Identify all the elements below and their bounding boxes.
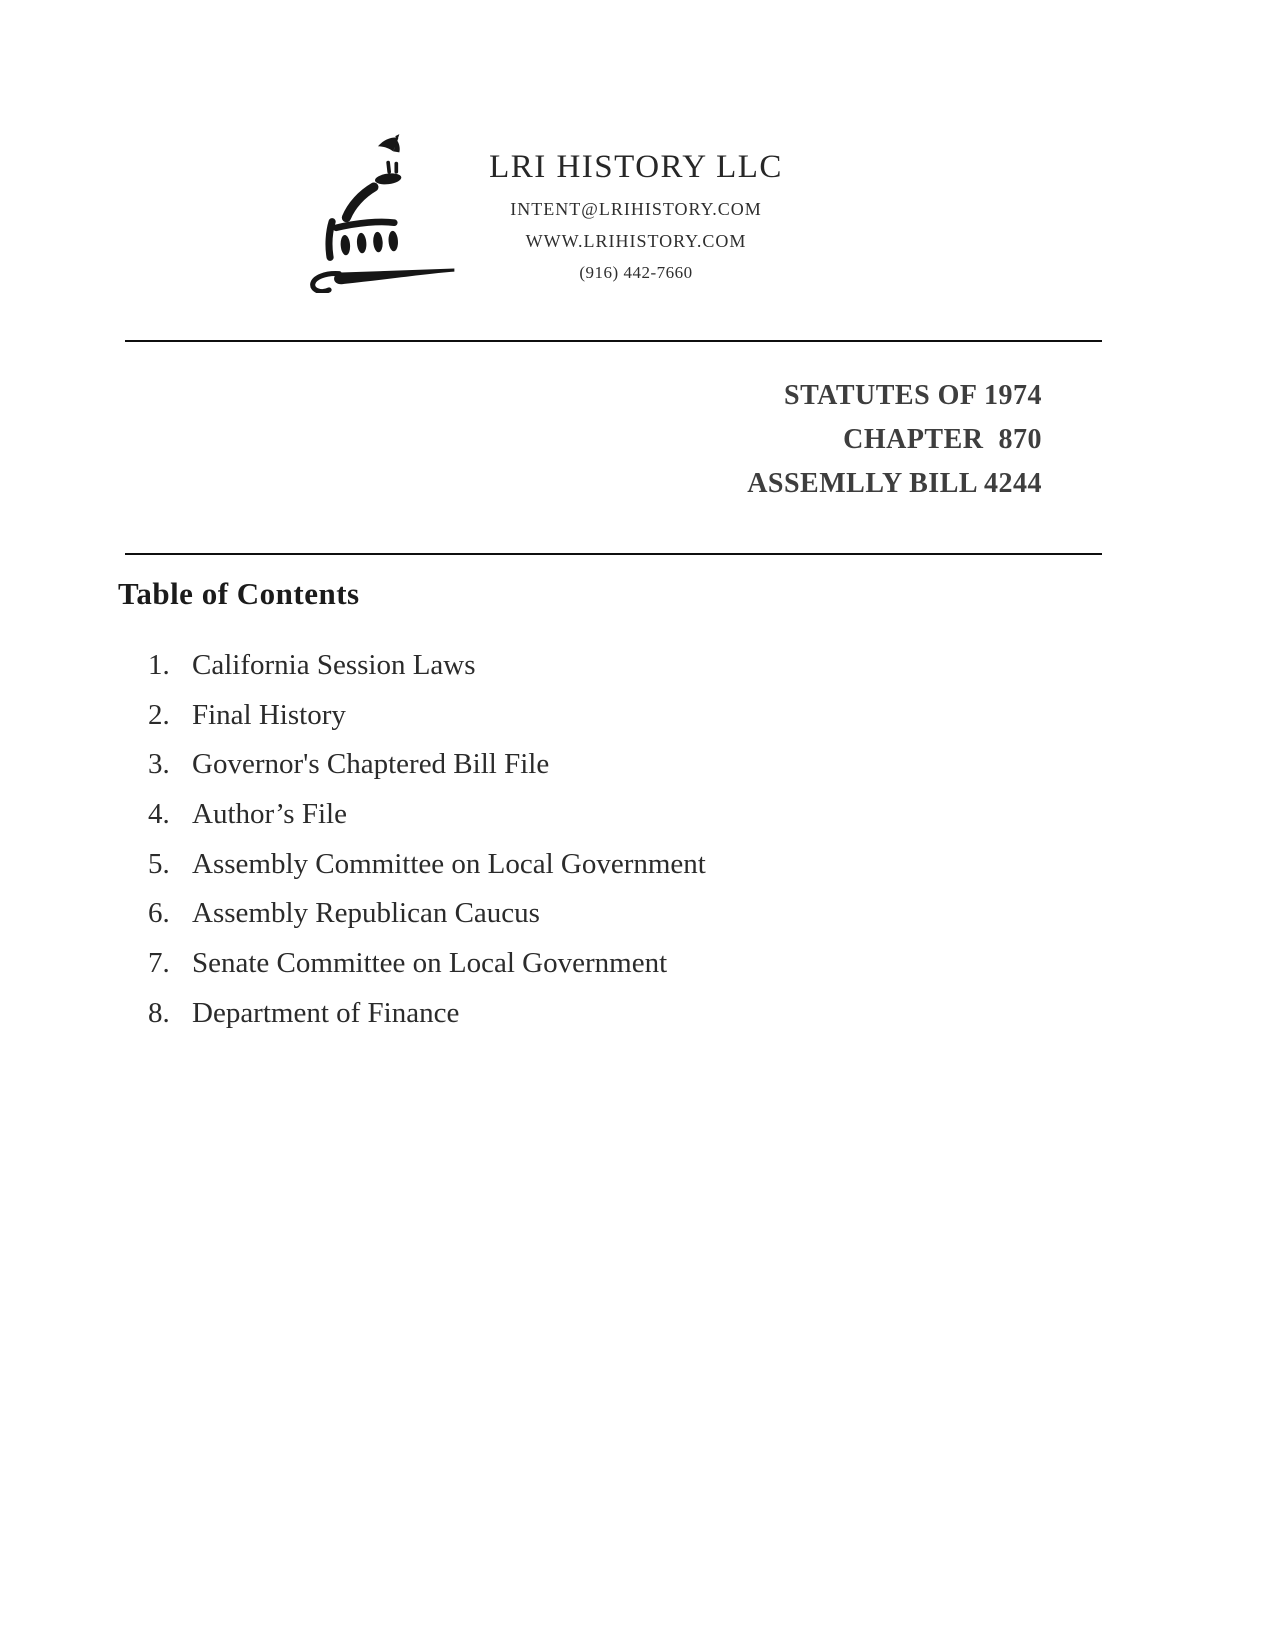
toc-item-number: 8. — [148, 996, 170, 1029]
toc-item — [148, 647, 706, 697]
company-email: INTENT@LRIHISTORY.COM — [510, 198, 762, 219]
toc-item — [148, 895, 706, 945]
toc-item-label: Author’s File — [192, 798, 347, 831]
assembly-bill-line: ASSEMLLY BILL 4244 — [747, 468, 1042, 499]
toc-item — [148, 796, 706, 846]
divider-bottom — [125, 553, 1102, 555]
statutes-year-line: STATUTES OF 1974 — [784, 380, 1042, 411]
toc-title: Table of Contents — [118, 576, 360, 611]
toc-item-label: Assembly Committee on Local Government — [192, 847, 706, 880]
company-name: LRI HISTORY LLC — [489, 149, 783, 185]
toc-item — [148, 995, 706, 1045]
toc-item-label: Final History — [192, 698, 346, 731]
letterhead — [420, 148, 852, 283]
toc-list — [148, 647, 706, 1045]
toc-item-number: 3. — [148, 748, 170, 781]
toc-item — [148, 746, 706, 796]
toc-item-label: Senate Committee on Local Government — [192, 947, 668, 980]
chapter-line: CHAPTER 870 — [843, 424, 1042, 455]
company-phone: (916) 442-7660 — [579, 262, 693, 282]
toc-item-label: Assembly Republican Caucus — [192, 897, 540, 930]
company-website: WWW.LRIHISTORY.COM — [525, 230, 747, 251]
toc-item-label: Department of Finance — [192, 996, 460, 1029]
toc-item-number: 5. — [148, 847, 170, 880]
toc-item-label: Governor's Chaptered Bill File — [192, 748, 550, 781]
toc-item — [148, 697, 706, 747]
divider-top — [125, 340, 1102, 342]
toc-item-number: 1. — [148, 649, 170, 681]
toc-item — [148, 945, 706, 995]
toc-item-number: 4. — [148, 798, 170, 831]
toc-item-number: 2. — [148, 698, 170, 731]
toc-item-number: 7. — [148, 947, 170, 980]
statute-reference-block — [747, 374, 1042, 506]
toc-item-number: 6. — [148, 897, 170, 930]
toc-item-label: California Session Laws — [192, 649, 476, 681]
toc-item — [148, 846, 706, 896]
